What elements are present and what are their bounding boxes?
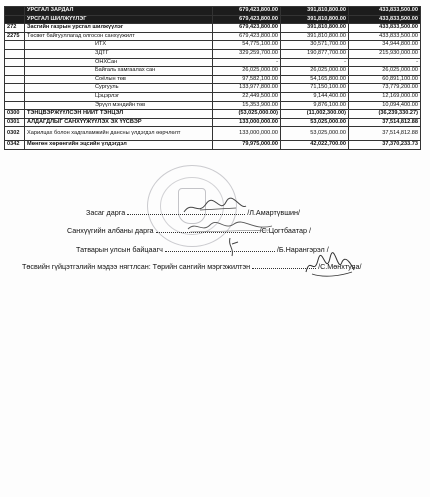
row-value-cell: (11,002,300.00) — [281, 110, 349, 119]
budget-table — [4, 6, 421, 150]
row-value-cell: 133,977,800.00 — [213, 84, 281, 93]
handwritten-signature-3 — [224, 236, 244, 258]
row-value-cell: 26,025,000.00 — [349, 67, 421, 76]
row-value-cell: (36,239,330.27) — [349, 110, 421, 119]
row-label-cell: Байгаль хамгаалах сан — [25, 67, 213, 76]
row-code-cell — [5, 7, 25, 16]
row-value-cell: 79,975,000.00 — [213, 141, 281, 150]
handwritten-signature-1 — [180, 196, 250, 218]
table-row — [5, 118, 421, 127]
row-label-cell: Сургууль — [25, 84, 213, 93]
row-code-cell — [5, 41, 25, 50]
row-value-cell: 30,571,700.00 — [281, 41, 349, 50]
row-value-cell: 133,000,000.00 — [213, 118, 281, 127]
row-value-cell: 391,810,800.00 — [281, 7, 349, 16]
table-row — [5, 58, 421, 67]
row-code-cell — [5, 75, 25, 84]
handwritten-signature-4 — [302, 252, 358, 280]
row-label-cell: Цэцэрлэг — [25, 92, 213, 101]
signature-line-tax-inspector — [76, 245, 329, 254]
row-value-cell: 37,370,233.73 — [349, 141, 421, 150]
table-row — [5, 7, 421, 16]
row-label-cell: ОНХСан — [25, 58, 213, 67]
row-value-cell: 97,582,100.00 — [213, 75, 281, 84]
row-value-cell: 73,779,200.00 — [349, 84, 421, 93]
row-label-cell: Мөнгөн хөрөнгийн эцсийн үлдэгдэл — [25, 141, 213, 150]
row-code-cell — [5, 67, 25, 76]
table-row — [5, 92, 421, 101]
row-value-cell: 53,025,000.00 — [281, 127, 349, 141]
table-row — [5, 127, 421, 141]
row-code-cell — [5, 15, 25, 24]
row-value-cell: 15,353,900.00 — [213, 101, 281, 110]
table-row — [5, 75, 421, 84]
row-value-cell: 9,876,100.00 — [281, 101, 349, 110]
handwritten-signature-2 — [186, 219, 274, 235]
table-row — [5, 67, 421, 76]
row-label-cell: Харилцах болон хадгаламжийн дансны үлдэгдэл өөрчлөлт — [25, 127, 213, 141]
table-row — [5, 101, 421, 110]
row-value-cell: 215,930,000.00 — [349, 49, 421, 58]
row-value-cell: 34,944,800.00 — [349, 41, 421, 50]
row-code-cell — [5, 84, 25, 93]
row-value-cell: 26,025,000.00 — [281, 67, 349, 76]
row-label-cell: Төсвөт байгууллагад олгосон санхүүжилт — [25, 32, 213, 41]
row-code-cell — [5, 49, 25, 58]
signature-title: Засаг дарга — [86, 208, 126, 217]
row-value-cell: 71,150,100.00 — [281, 84, 349, 93]
row-value-cell: 10,094,400.00 — [349, 101, 421, 110]
row-value-cell: 54,775,100.00 — [213, 41, 281, 50]
signature-dotted-line — [165, 245, 275, 252]
row-value-cell: 53,025,000.00 — [281, 118, 349, 127]
row-label-cell: АЛДАГДЛЫГ САНХҮҮЖҮҮЛЭХ ЭХ ҮҮСВЭР — [25, 118, 213, 127]
row-label-cell: ЗДТГ — [25, 49, 213, 58]
row-code-cell: 0301 — [5, 118, 25, 127]
signature-name: /С.Цогтбаатар / — [259, 226, 311, 235]
row-value-cell: 433,833,500.00 — [349, 15, 421, 24]
table-row — [5, 32, 421, 41]
row-value-cell: 391,810,800.00 — [281, 15, 349, 24]
row-value-cell: 26,025,000.00 — [213, 67, 281, 76]
row-value-cell: 42,022,700.00 — [281, 141, 349, 150]
row-value-cell: 433,833,500.00 — [349, 24, 421, 33]
signature-name: /Б.Нарангэрэл / — [276, 245, 329, 254]
row-value-cell: 60,891,100.00 — [349, 75, 421, 84]
table-row — [5, 41, 421, 50]
row-label-cell: ТЭНЦВЭРЖҮҮЛСЭН НИЙТ ТЭНЦЭЛ — [25, 110, 213, 119]
row-value-cell: 329,259,700.00 — [213, 49, 281, 58]
row-label-cell: Засгийн газрын урсгал шилжүүлэг — [25, 24, 213, 33]
table-row — [5, 84, 421, 93]
row-value-cell: 433,833,500.00 — [349, 7, 421, 16]
row-value-cell: - — [213, 58, 281, 67]
row-code-cell: 0300 — [5, 110, 25, 119]
row-value-cell: 391,810,800.00 — [281, 32, 349, 41]
row-value-cell: 37,514,812.88 — [349, 118, 421, 127]
signature-title: Татварын улсын байцаагч — [76, 245, 163, 254]
row-value-cell: 679,423,800.00 — [213, 32, 281, 41]
row-label-cell: УРСГАЛ ЗАРДАЛ — [25, 7, 213, 16]
table-row — [5, 15, 421, 24]
row-value-cell: 679,423,800.00 — [213, 15, 281, 24]
row-code-cell: 2275 — [5, 32, 25, 41]
row-code-cell — [5, 92, 25, 101]
budget-table-body — [5, 7, 421, 150]
table-row — [5, 49, 421, 58]
row-code-cell — [5, 101, 25, 110]
row-value-cell: 37,514,812.88 — [349, 127, 421, 141]
row-label-cell: УРСГАЛ ШИЛЖҮҮЛЭГ — [25, 15, 213, 24]
row-code-cell: 272 — [5, 24, 25, 33]
table-row — [5, 24, 421, 33]
row-value-cell: 9,144,400.00 — [281, 92, 349, 101]
row-value-cell: - — [349, 58, 421, 67]
row-value-cell: 12,169,000.00 — [349, 92, 421, 101]
signature-title: Төсвийн гүйцэтгэлийн мэдээ нягтлсан: Төрийн сангийн мэргэжилтэн — [22, 262, 251, 271]
row-label-cell: Соёлын төв — [25, 75, 213, 84]
signature-name: /С.Мөнхтуяа/ — [318, 262, 362, 271]
row-value-cell: 133,000,000.00 — [213, 127, 281, 141]
signature-title: Санхүүгийн албаны дарга — [67, 226, 154, 235]
row-value-cell: 679,423,800.00 — [213, 7, 281, 16]
signature-name: /Л.Амартүвшин/ — [247, 208, 300, 217]
row-label-cell: Эрүүл мэндийн төв — [25, 101, 213, 110]
row-value-cell: 190,877,700.00 — [281, 49, 349, 58]
row-value-cell: (53,025,000.00) — [213, 110, 281, 119]
row-value-cell: - — [281, 58, 349, 67]
row-value-cell: 391,810,800.00 — [281, 24, 349, 33]
row-code-cell: 0342 — [5, 141, 25, 150]
row-value-cell: 22,449,500.00 — [213, 92, 281, 101]
row-label-cell: ИТХ — [25, 41, 213, 50]
row-value-cell: 679,423,800.00 — [213, 24, 281, 33]
row-code-cell — [5, 58, 25, 67]
row-code-cell: 0302 — [5, 127, 25, 141]
table-row — [5, 110, 421, 119]
table-row — [5, 141, 421, 150]
row-value-cell: 54,165,800.00 — [281, 75, 349, 84]
row-value-cell: 433,833,500.00 — [349, 32, 421, 41]
